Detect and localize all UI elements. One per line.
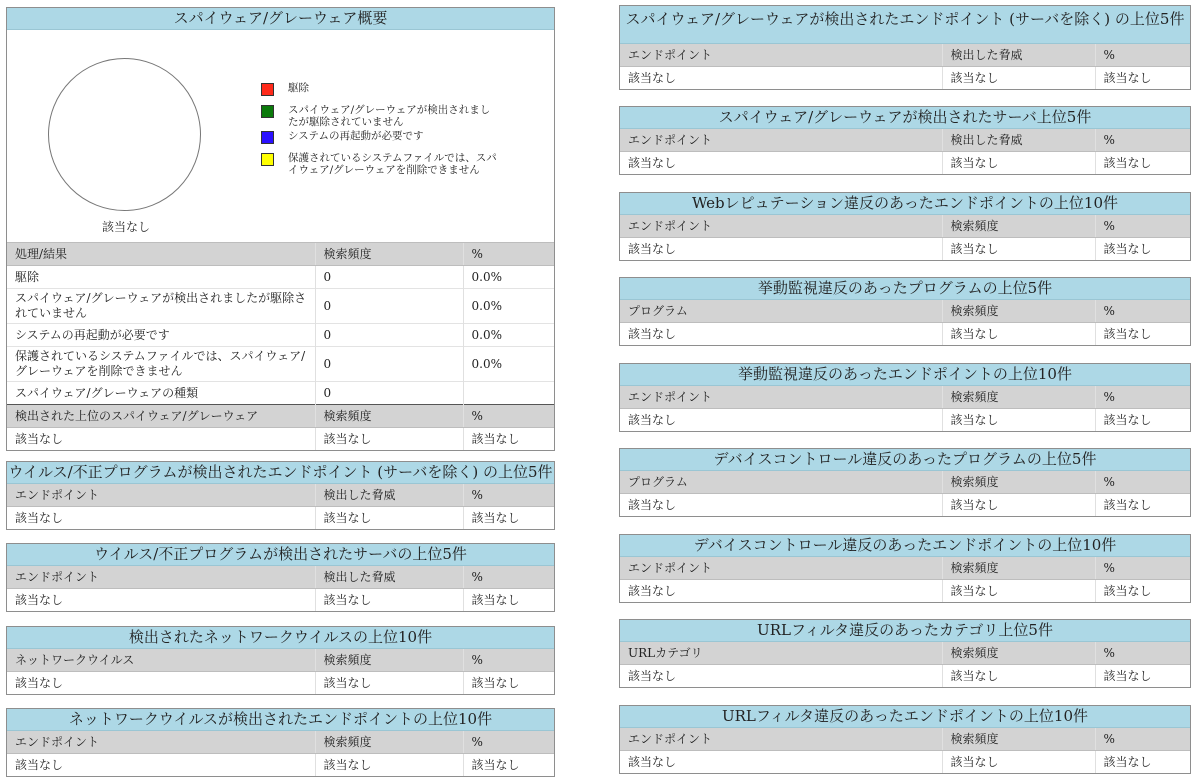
cell: 駆除 — [7, 266, 315, 289]
panel-title: ネットワークウイルスが検出されたエンドポイントの上位10件 — [7, 709, 554, 731]
legend-swatch-blue — [261, 131, 274, 144]
table-row — [620, 580, 1190, 603]
table-header — [620, 44, 1190, 67]
header-cell: % — [1095, 471, 1190, 494]
cell: 該当なし — [1095, 665, 1190, 688]
legend-swatch-red — [261, 83, 274, 96]
table-header — [7, 405, 554, 428]
table-header — [620, 386, 1190, 409]
cell: 0 — [315, 289, 463, 324]
header-cell: 検索頻度 — [315, 405, 463, 428]
table-header — [7, 731, 554, 754]
header-cell: 検索頻度 — [942, 557, 1095, 580]
cell: 該当なし — [620, 238, 942, 261]
table-row — [7, 266, 554, 289]
header-cell: % — [463, 649, 554, 672]
table-header — [620, 215, 1190, 238]
panel-title: スパイウェア/グレーウェアが検出されたエンドポイント (サーバを除く) の上位5件 — [620, 6, 1190, 44]
cell — [463, 382, 554, 405]
table-header — [7, 243, 554, 266]
header-cell: 検索頻度 — [942, 642, 1095, 665]
table-row — [7, 382, 554, 405]
cell: 該当なし — [620, 323, 942, 346]
table-row — [7, 589, 554, 612]
header-cell: エンドポイント — [620, 129, 942, 152]
table-row — [7, 289, 554, 324]
table-row — [7, 347, 554, 382]
header-cell: プログラム — [620, 300, 942, 323]
panel-title: デバイスコントロール違反のあったプログラムの上位5件 — [620, 449, 1190, 471]
cell: 該当なし — [315, 672, 463, 695]
cell: 該当なし — [942, 152, 1095, 175]
header-cell: % — [463, 243, 554, 266]
report-table — [620, 642, 1190, 687]
table-row — [620, 409, 1190, 432]
cell: 該当なし — [315, 428, 463, 451]
header-cell: エンドポイント — [7, 484, 315, 507]
table-header — [620, 557, 1190, 580]
cell: 該当なし — [463, 589, 554, 612]
cell: 0.0% — [463, 347, 554, 382]
left-panel-1 — [6, 461, 555, 530]
cell: 該当なし — [463, 754, 554, 777]
cell: 該当なし — [942, 238, 1095, 261]
header-cell: URLカテゴリ — [620, 642, 942, 665]
legend-label: 駆除 — [288, 82, 309, 94]
panel-title: スパイウェア/グレーウェア概要 — [7, 8, 554, 30]
header-cell: % — [1095, 215, 1190, 238]
header-cell: 検索頻度 — [942, 215, 1095, 238]
cell: 該当なし — [1095, 323, 1190, 346]
panel-title: Webレピュテーション違反のあったエンドポイントの上位10件 — [620, 193, 1190, 215]
report-table — [7, 731, 554, 776]
panel-title: デバイスコントロール違反のあったエンドポイントの上位10件 — [620, 535, 1190, 557]
header-cell: 検出した脅威 — [315, 566, 463, 589]
cell: 0 — [315, 324, 463, 347]
panel-title: URLフィルタ違反のあったエンドポイントの上位10件 — [620, 706, 1190, 728]
cell: 該当なし — [1095, 409, 1190, 432]
right-panel-2 — [619, 106, 1191, 175]
right-panel-9 — [619, 705, 1191, 774]
report-table — [620, 471, 1190, 516]
legend-item — [261, 104, 501, 128]
cell: 該当なし — [620, 751, 942, 774]
legend-label: システムの再起動が必要です — [288, 130, 424, 142]
cell: システムの再起動が必要です — [7, 324, 315, 347]
cell: 該当なし — [942, 67, 1095, 90]
right-panel-3 — [619, 192, 1191, 261]
spyware-overview-panel — [6, 7, 555, 451]
cell: 0 — [315, 266, 463, 289]
cell: 0.0% — [463, 266, 554, 289]
cell: 該当なし — [620, 580, 942, 603]
cell: 該当なし — [7, 507, 315, 530]
cell: 保護されているシステムファイルでは、スパイウェア/グレーウェアを削除できません — [7, 347, 315, 382]
report-table — [620, 557, 1190, 602]
header-cell: % — [1095, 557, 1190, 580]
header-cell: エンドポイント — [620, 386, 942, 409]
table-row — [7, 507, 554, 530]
table-row — [7, 428, 554, 451]
cell: 該当なし — [1095, 152, 1190, 175]
pie-chart — [48, 58, 201, 211]
cell: 該当なし — [942, 751, 1095, 774]
report-table — [620, 44, 1190, 89]
table-row — [620, 152, 1190, 175]
cell: 該当なし — [620, 409, 942, 432]
header-cell: 検索頻度 — [942, 471, 1095, 494]
header-cell: 検索頻度 — [942, 728, 1095, 751]
left-panel-4 — [6, 708, 555, 777]
table-header — [7, 649, 554, 672]
cell: 該当なし — [942, 665, 1095, 688]
cell: 該当なし — [1095, 494, 1190, 517]
header-cell: % — [1095, 300, 1190, 323]
header-cell: プログラム — [620, 471, 942, 494]
cell: 該当なし — [620, 152, 942, 175]
table-header — [7, 566, 554, 589]
panel-title: スパイウェア/グレーウェアが検出されたサーバ上位5件 — [620, 107, 1190, 129]
chart-legend — [261, 82, 501, 184]
panel-title: 挙動監視違反のあったエンドポイントの上位10件 — [620, 364, 1190, 386]
table-row — [7, 754, 554, 777]
header-cell: 検出された上位のスパイウェア/グレーウェア — [7, 405, 315, 428]
right-panel-4 — [619, 277, 1191, 346]
cell: 該当なし — [942, 323, 1095, 346]
header-cell: エンドポイント — [620, 215, 942, 238]
header-cell: 検出した脅威 — [315, 484, 463, 507]
header-cell: 検索頻度 — [942, 386, 1095, 409]
header-cell: 処理/結果 — [7, 243, 315, 266]
cell: 該当なし — [315, 754, 463, 777]
pie-chart-area — [7, 30, 554, 243]
table-row — [620, 751, 1190, 774]
left-panel-3 — [6, 626, 555, 695]
report-table — [620, 129, 1190, 174]
legend-label: 保護されているシステムファイルでは、スパイウェア/グレーウェアを削除できません — [288, 152, 497, 176]
legend-label: スパイウェア/グレーウェアが検出されましたが駆除されていません — [288, 104, 491, 128]
cell: 該当なし — [463, 507, 554, 530]
cell: スパイウェア/グレーウェアが検出されましたが駆除されていません — [7, 289, 315, 324]
header-cell: % — [463, 484, 554, 507]
header-cell: エンドポイント — [620, 557, 942, 580]
cell: 該当なし — [1095, 67, 1190, 90]
cell: 0 — [315, 382, 463, 405]
cell: 該当なし — [7, 672, 315, 695]
table-row — [7, 324, 554, 347]
table-row — [620, 323, 1190, 346]
cell: 該当なし — [315, 507, 463, 530]
cell: 該当なし — [942, 494, 1095, 517]
cell: 該当なし — [315, 589, 463, 612]
report-table — [7, 566, 554, 611]
table-header — [620, 728, 1190, 751]
right-panel-5 — [619, 363, 1191, 432]
cell: 該当なし — [1095, 751, 1190, 774]
header-cell: % — [1095, 386, 1190, 409]
legend-item — [261, 82, 501, 96]
header-cell: 検索頻度 — [942, 300, 1095, 323]
cell: 0.0% — [463, 289, 554, 324]
panel-title: ウイルス/不正プログラムが検出されたサーバの上位5件 — [7, 544, 554, 566]
legend-swatch-green — [261, 105, 274, 118]
panel-title: URLフィルタ違反のあったカテゴリ上位5件 — [620, 620, 1190, 642]
header-cell: 検索頻度 — [315, 731, 463, 754]
header-cell: % — [1095, 728, 1190, 751]
cell: 0 — [315, 347, 463, 382]
cell: 0.0% — [463, 324, 554, 347]
legend-swatch-yellow — [261, 153, 274, 166]
cell: 該当なし — [1095, 238, 1190, 261]
panel-title: 検出されたネットワークウイルスの上位10件 — [7, 627, 554, 649]
cell: 該当なし — [1095, 580, 1190, 603]
header-cell: エンドポイント — [620, 728, 942, 751]
header-cell: ネットワークウイルス — [7, 649, 315, 672]
table-header — [620, 642, 1190, 665]
header-cell: % — [1095, 642, 1190, 665]
header-cell: % — [463, 405, 554, 428]
action-result-table — [7, 243, 554, 450]
cell: 該当なし — [7, 428, 315, 451]
cell: 該当なし — [620, 665, 942, 688]
header-cell: % — [463, 731, 554, 754]
cell: 該当なし — [7, 589, 315, 612]
right-panel-8 — [619, 619, 1191, 688]
report-table — [620, 300, 1190, 345]
cell: 該当なし — [620, 494, 942, 517]
cell: 該当なし — [620, 67, 942, 90]
table-header — [620, 129, 1190, 152]
table-row — [620, 665, 1190, 688]
table-row — [620, 67, 1190, 90]
table-row — [620, 238, 1190, 261]
panel-title: 挙動監視違反のあったプログラムの上位5件 — [620, 278, 1190, 300]
report-table — [7, 649, 554, 694]
header-cell: 検出した脅威 — [942, 129, 1095, 152]
table-row — [7, 672, 554, 695]
panel-title: ウイルス/不正プログラムが検出されたエンドポイント (サーバを除く) の上位5件 — [7, 462, 554, 484]
cell: 該当なし — [463, 428, 554, 451]
header-cell: % — [1095, 129, 1190, 152]
header-cell: 検索頻度 — [315, 649, 463, 672]
left-panel-2 — [6, 543, 555, 612]
table-header — [620, 471, 1190, 494]
legend-item — [261, 152, 501, 176]
right-panel-1 — [619, 5, 1191, 90]
report-table — [620, 215, 1190, 260]
header-cell: エンドポイント — [7, 566, 315, 589]
report-table — [620, 386, 1190, 431]
header-cell: エンドポイント — [620, 44, 942, 67]
legend-item — [261, 130, 501, 144]
header-cell: エンドポイント — [7, 731, 315, 754]
table-header — [7, 484, 554, 507]
table-row — [620, 494, 1190, 517]
right-panel-6 — [619, 448, 1191, 517]
cell: 該当なし — [942, 409, 1095, 432]
right-panel-7 — [619, 534, 1191, 603]
table-header — [620, 300, 1190, 323]
report-table — [620, 728, 1190, 773]
header-cell: 検索頻度 — [315, 243, 463, 266]
header-cell: % — [1095, 44, 1190, 67]
header-cell: % — [463, 566, 554, 589]
cell: 該当なし — [7, 754, 315, 777]
cell: 該当なし — [463, 672, 554, 695]
header-cell: 検出した脅威 — [942, 44, 1095, 67]
cell: 該当なし — [942, 580, 1095, 603]
report-table — [7, 484, 554, 529]
cell: スパイウェア/グレーウェアの種類 — [7, 382, 315, 405]
pie-empty-label: 該当なし — [102, 220, 151, 234]
